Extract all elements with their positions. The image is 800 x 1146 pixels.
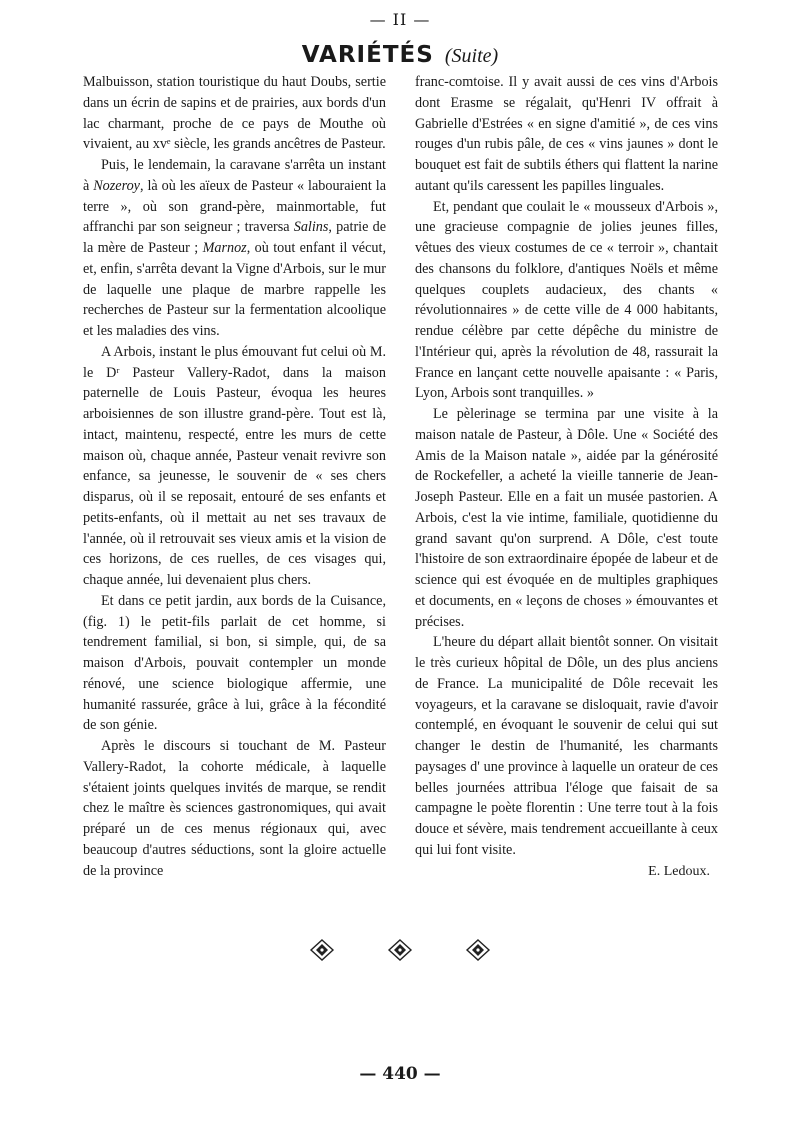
paragraph: franc-comtoise. Il y avait aussi de ces vins d'Arbois dont Erasme se régalait, qu'Henri IV offrait à Gabrielle d'Estrées « en signe d'amitié », de ces vins rouges d'un rubis pâle, de ces « vins jaunes » dont le bouquet est fait de subtils éthers qui flattent la narine autant qu'ils caressent les papilles linguales. [415, 74, 718, 194]
page-number: — 440 — [359, 1064, 441, 1084]
title-main: VARIÉTÉS [301, 42, 434, 68]
section-title [0, 44, 800, 67]
text-run: Puis, le lendemain, la caravane s'arrêta un instant à [83, 157, 386, 194]
title-suite: (Suite) [444, 45, 499, 67]
author-signature: E. Ledoux. [648, 863, 710, 879]
diamond-fleuron-icon [465, 938, 491, 962]
paragraph: Le pèlerinage se termina par une visite à la maison natale de Pasteur, à Dôle. Une « Société des Amis de la Maison natale », aidée par la générosité de Rockefeller, a acheté la vieille tannerie de Jean-Joseph Pasteur. Elle en a fait un musée pastorien. A Arbois, c'est la vie intime, familiale, quotidienne du grand savant qu'on surprend. A Dôle, c'est toute l'histoire de son extraordinaire épopée de labeur et de science qui est évoquée en de multiples graphiques et documents, en « leçons de choses » émouvantes et précises. [415, 406, 718, 630]
ornament-row [0, 938, 800, 962]
diamond-fleuron-icon [309, 938, 335, 962]
text-run: , patrie de la mère de Pasteur ; [83, 219, 386, 256]
paragraph [83, 155, 386, 342]
paragraph: Et, pendant que coulait le « mousseux d'Arbois », une gracieuse compagnie de jolies jeunes filles, vêtues des vieux costumes de ce « terroir », chantait des chansons du folklore, d'antiques Noëls et même quelques couplets audacieux, des chants « révolutionnaires » de cette ville de 4 000 habitants, rendue célèbre par cette dépêche du ministre de l'Intérieur qui, après la révolution de 48, rassurait la France en lançant cette nouvelle apaisante : « Paris, Lyon, Arbois sont tranquilles. » [415, 198, 718, 402]
place-name: Salins [293, 219, 329, 236]
text-run: , où tout enfant il vécut, et, enfin, s'arrêta devant la Vigne d'Arbois, sur le mur de laquelle une plaque de marbre rappelle les recherches de Pasteur sur la fermentation alcoolique et les maladies des vins. [83, 240, 386, 339]
paragraph: Et dans ce petit jardin, aux bords de la Cuisance, (fig. 1) le petit-fils parlait de cet homme, si tendrement familial, si bon, si simple, qui, de sa maison d'Arbois, pouvait contempler un monde rénové, une science biologique affermie, une humanité rassurée, grâce à lui, grâce à la fécondité de son génie. [83, 592, 386, 734]
page-marker: — II — [369, 10, 431, 29]
place-name: Nozeroy [93, 177, 140, 194]
right-column [415, 72, 718, 882]
paragraph: Malbuisson, station touristique du haut Doubs, sertie dans un écrin de sapins et de prairies, aux bords d'un lac charmant, proche de ce pays de Mouthe où vivaient, au xvᵉ siècle, les grands ancêtres de Pasteur. [83, 74, 386, 153]
text-run: , là où les aïeux de Pasteur « labouraient la terre », où son grand-père, mainmortable, fut affranchi par son seigneur ; traversa [83, 177, 386, 236]
paragraph: L'heure du départ allait bientôt sonner. On visitait le très curieux hôpital de Dôle, un des plus anciens de France. La municipalité de Dôle recevait les voyageurs, et la caravane se disloquait, ravie d'avoir contemplé, en évoquant le souvenir de celui qui sut changer le destin de l'humanité, les charmants paysages d' une province à laquelle un orateur de ces belles journées attribua l'éloge que faisait de sa campagne le poète florentin : Une terre tout à la fois douce et sévère, mais tendrement accueillante à ceux qui lui font visite. [415, 634, 718, 858]
left-column [83, 72, 386, 881]
paragraph: A Arbois, instant le plus émouvant fut celui où M. le Dʳ Pasteur Vallery-Radot, dans la maison paternelle de Louis Pasteur, évoqua les heures arboisiennes de son illustre grand-père. Tout est là, intact, maintenu, respecté, entre les murs de cette maison où, chaque année, Pasteur venait revivre son enfance, sa jeunesse, le souvenir de « ses chers disparus, où il se reposait, entouré de ses enfants et petits-enfants, où il mettait au net ses travaux de l'année, où il retrouvait ses vieux amis et la vision de ces horizons, de ces ruelles, de ces visages qui, chaque année, lui devenaient plus chers. [83, 343, 386, 588]
diamond-fleuron-icon [387, 938, 413, 962]
paragraph: Après le discours si touchant de M. Pasteur Vallery-Radot, la cohorte médicale, à laquelle s'étaient joints quelques invités de marque, se rendit chez le maître ès sciences gastronomiques, qui avait préparé un de ces menus régionaux qui, avec beaucoup d'autres séductions, sont la gloire actuelle de la province [83, 738, 386, 879]
place-name: Marnoz [202, 240, 247, 256]
